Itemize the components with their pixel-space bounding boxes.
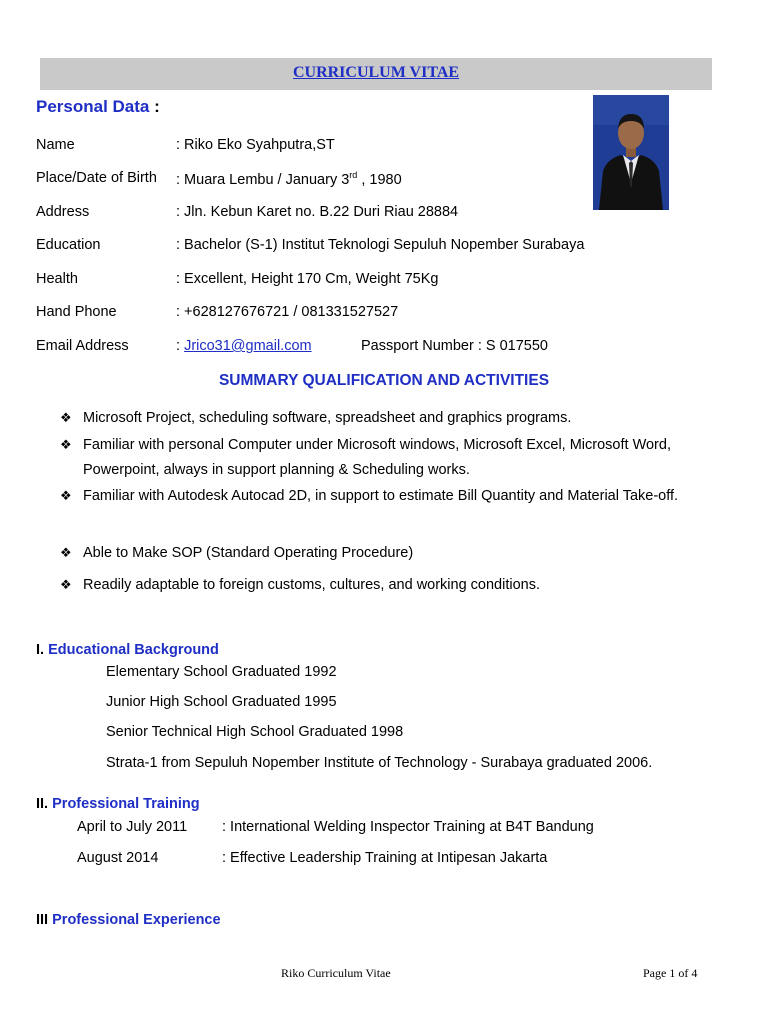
address-value: : Jln. Kebun Karet no. B.22 Duri Riau 28884 [176, 204, 459, 220]
training-section-heading: II. Professional Training [36, 796, 200, 812]
passport-number: Passport Number : S 017550 [361, 338, 548, 354]
diamond-bullet-icon: ❖ [60, 437, 72, 452]
health-label: Health [36, 271, 78, 287]
list-item: Strata-1 from Sepuluh Nopember Institute of Technology - Surabaya graduated 2006. [106, 755, 653, 771]
list-item: Senior Technical High School Graduated 1998 [106, 724, 404, 740]
email-value: : Jrico31@gmail.com [176, 338, 312, 354]
footer-page-number: Page 1 of 4 [643, 966, 698, 980]
health-value: : Excellent, Height 170 Cm, Weight 75Kg [176, 271, 439, 287]
summary-heading: SUMMARY QUALIFICATION AND ACTIVITIES [218, 372, 550, 389]
name-label: Name [36, 137, 75, 153]
phone-value: : +628127676721 / 081331527527 [176, 304, 399, 320]
personal-data-heading: Personal Data : [36, 97, 160, 116]
experience-section-heading: III Professional Experience [36, 912, 221, 928]
email-link[interactable]: Jrico31@gmail.com [184, 338, 312, 354]
diamond-bullet-icon: ❖ [60, 410, 72, 425]
diamond-bullet-icon: ❖ [60, 488, 72, 503]
footer-document-name: Riko Curriculum Vitae [281, 966, 391, 980]
training-desc: : Effective Leadership Training at Intipesan Jakarta [222, 850, 548, 866]
name-value: : Riko Eko Syahputra,ST [176, 137, 335, 153]
list-item: Elementary School Graduated 1992 [106, 664, 337, 680]
training-date: August 2014 [77, 850, 159, 866]
address-label: Address [36, 204, 90, 220]
page-title: CURRICULUM VITAE [292, 64, 460, 81]
diamond-bullet-icon: ❖ [60, 577, 72, 592]
education-value: : Bachelor (S-1) Institut Teknologi Sepuluh Nopember Surabaya [176, 237, 585, 253]
portrait-image [593, 95, 669, 210]
training-desc: : International Welding Inspector Training at B4T Bandung [222, 819, 594, 835]
birth-label: Place/Date of Birth [36, 170, 157, 186]
birth-value: : Muara Lembu / January 3rd , 1980 [176, 170, 402, 188]
list-item: Junior High School Graduated 1995 [106, 694, 337, 710]
email-label: Email Address [36, 338, 129, 354]
education-label: Education [36, 237, 101, 253]
education-section-heading: I. Educational Background [36, 642, 219, 658]
phone-label: Hand Phone [36, 304, 117, 320]
profile-photo [593, 95, 669, 210]
diamond-bullet-icon: ❖ [60, 545, 72, 560]
training-date: April to July 2011 [77, 819, 188, 835]
title-bar [40, 58, 712, 90]
